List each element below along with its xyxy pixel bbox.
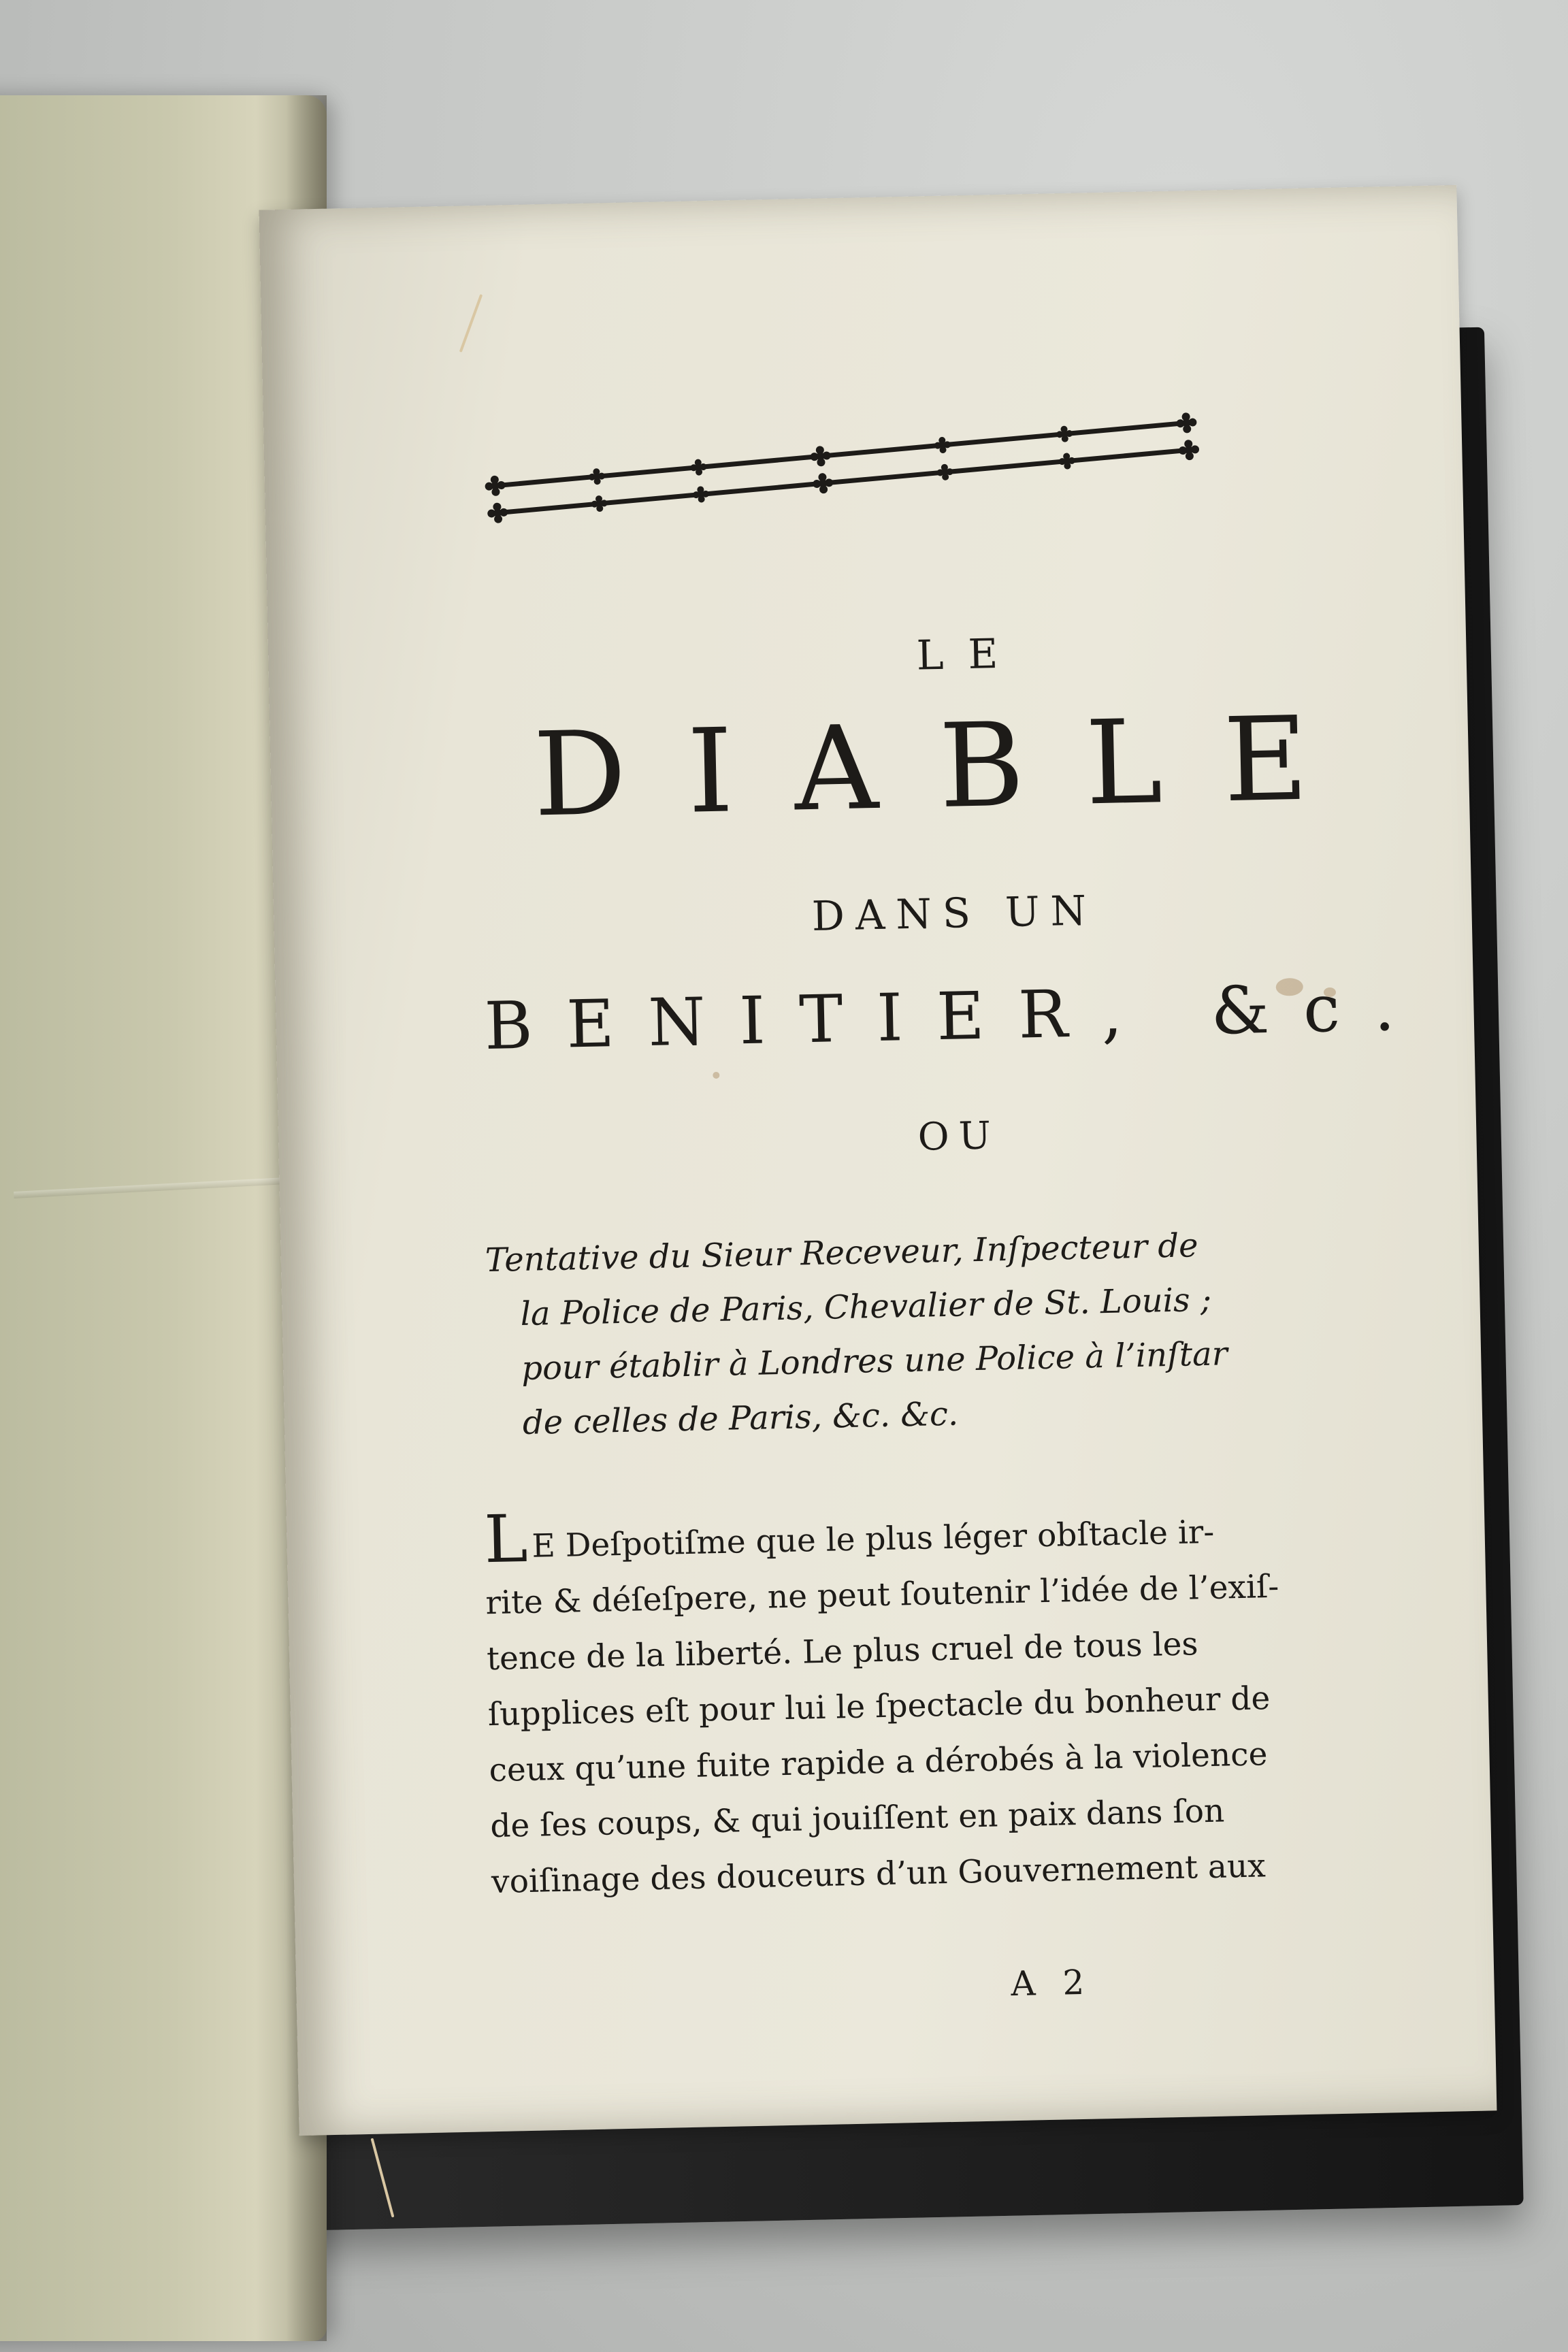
- body-line: ſupplices eſt pour lui le ſpectacle du bonheur de: [487, 1680, 1271, 1734]
- subtitle-line: la Police de Paris, Chevalier de St. Louis ;: [520, 1280, 1212, 1334]
- body-text: [483, 1500, 1279, 1910]
- body-line: voiſinage des douceurs d’un Gouvernement aux: [491, 1847, 1267, 1901]
- body-line: ceux qu’une fuite rapide a dérobés à la violence: [489, 1735, 1268, 1790]
- signature-mark: A 2: [1010, 1962, 1093, 2004]
- title-page: [259, 185, 1497, 2136]
- body-line: tence de la liberté. Le plus cruel de tous les: [486, 1625, 1199, 1678]
- subtitle-line: Tentative du Sieur Receveur, Inſpecteur de: [485, 1226, 1198, 1280]
- title-dans-un: DANS UN: [811, 887, 1098, 941]
- ornament-rule: [466, 390, 1219, 546]
- subtitle-line: pour établir à Londres une Police à l’inſtar: [521, 1335, 1228, 1388]
- title-ou: OU: [917, 1113, 1001, 1160]
- title-main: DIABLE: [532, 690, 1371, 843]
- drop-cap: L: [483, 1500, 529, 1578]
- subtitle-line: de celles de Paris, &c. &c.: [522, 1394, 959, 1443]
- body-line: rite & déſeſpere, ne peut ſoutenir l’idée de l’exiſ-: [485, 1567, 1279, 1622]
- body-line: de ſes coups, & qui jouiſſent en paix dans ſon: [489, 1792, 1225, 1846]
- page-fold: [14, 1177, 299, 1198]
- subtitle: [485, 1217, 1258, 1451]
- body-line-text: E Deſpotiſme que le plus léger obſtacle ir-: [531, 1513, 1215, 1565]
- title-article: LE: [915, 630, 1024, 680]
- title-benitier: BENITIER, &c.: [483, 968, 1430, 1065]
- foxing-stain: [713, 1072, 719, 1079]
